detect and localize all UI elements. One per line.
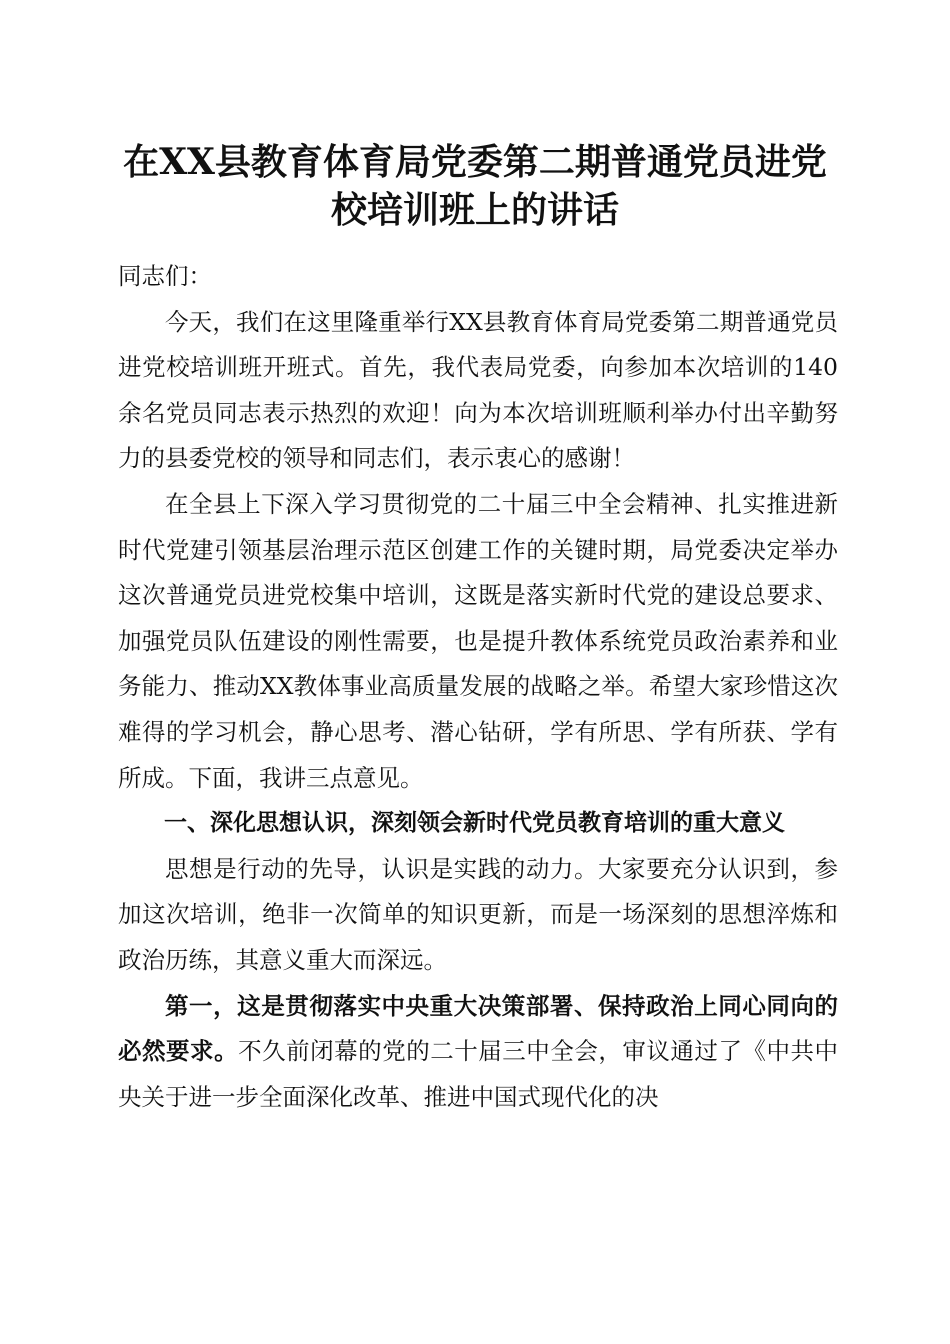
paragraph-opening: 今天，我们在这里隆重举行XX县教育体育局党委第二期普通党员进党校培训班开班式。首先，我代表局党委，向参加本次培训的140余名党员同志表示热烈的欢迎！向为本次培训班顺利举办付出辛勤努力的县委党校的领导和同志们，表示衷心的感谢！: [118, 307, 838, 473]
document-title: [100, 138, 850, 234]
paragraph-section1-intro: 思想是行动的先导，认识是实践的动力。大家要充分认识到，参加这次培训，绝非一次简单的知识更新，而是一场深刻的思想淬炼和政治历练，其意义重大而深远。: [118, 854, 838, 974]
first-point-text: 不久前闭幕的党的二十届三中全会，审议通过了《中共中央关于进一步全面深化改革、推进中国式现代化的决: [118, 1037, 839, 1111]
section-heading-1: 一、深化思想认识，深刻领会新时代党员教育培训的重大意义: [164, 810, 785, 837]
first-point-lead: 第一，这是贯彻落实中央重大决策部署、保持政治上同心同向的必然要求。: [118, 991, 838, 1066]
title-line-1: 在XX县教育体育局党委第二期普通党员进党: [123, 141, 827, 183]
document-body: [118, 254, 838, 1120]
paragraph-first-point: [118, 984, 838, 1121]
title-line-2: 校培训班上的讲话: [330, 189, 619, 231]
paragraph-context: 在全县上下深入学习贯彻党的二十届三中全会精神、扎实推进新时代党建引领基层治理示范区创建工作的关键时期，局党委决定举办这次普通党员进党校集中培训，这既是落实新时代党的建设总要求、加强党员队伍建设的刚性需要，也是提升教体系统党员政治素养和业务能力、推动XX教体事业高质量发展的战略之举。希望大家珍惜这次难得的学习机会，静心思考、潜心钻研，学有所思、学有所获、学有所成。下面，我讲三点意见。: [118, 489, 838, 792]
salutation: 同志们：: [118, 262, 212, 290]
